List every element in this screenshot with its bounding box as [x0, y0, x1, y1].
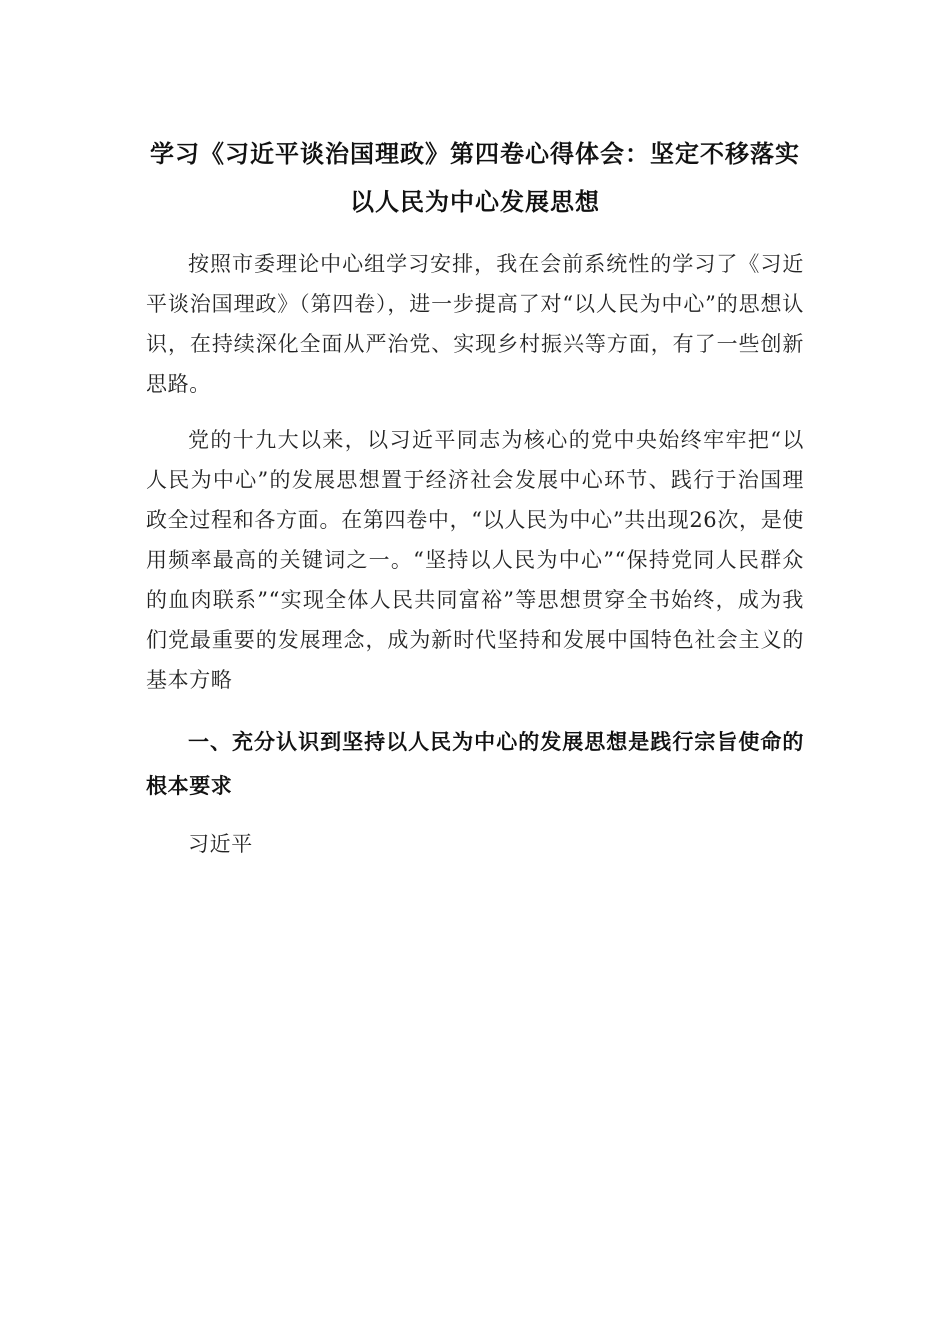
document-title: 学习《习近平谈治国理政》第四卷心得体会：坚定不移落实以人民为中心发展思想 [150, 140, 800, 216]
paragraph-background: 党的十九大以来，以习近平同志为核心的党中央始终牢牢把“以人民为中心”的发展思想置于经济社会发展中心环节、践行于治国理政全过程和各方面。在第四卷中，“以人民为中心”共出现26次，是使用频率最高的关键词之一。“坚持以人民为中心”“保持党同人民群众的血肉联系”“实现全体人民共同富裕”等思想贯穿全书始终，成为我们党最重要的发展理念，成为新时代坚持和发展中国特色社会主义的基本方略 [146, 428, 804, 692]
paragraph-intro: 按照市委理论中心组学习安排，我在会前系统性的学习了《习近平谈治国理政》（第四卷），进一步提高了对“以人民为中心”的思想认识，在持续深化全面从严治党、实现乡村振兴等方面，有了一些创新思路。 [146, 252, 804, 396]
paragraph-section-1-start: 习近平 [188, 832, 253, 856]
document-body [146, 130, 804, 864]
section-heading-1: 一、充分认识到坚持以人民为中心的发展思想是践行宗旨使命的根本要求 [146, 730, 804, 798]
